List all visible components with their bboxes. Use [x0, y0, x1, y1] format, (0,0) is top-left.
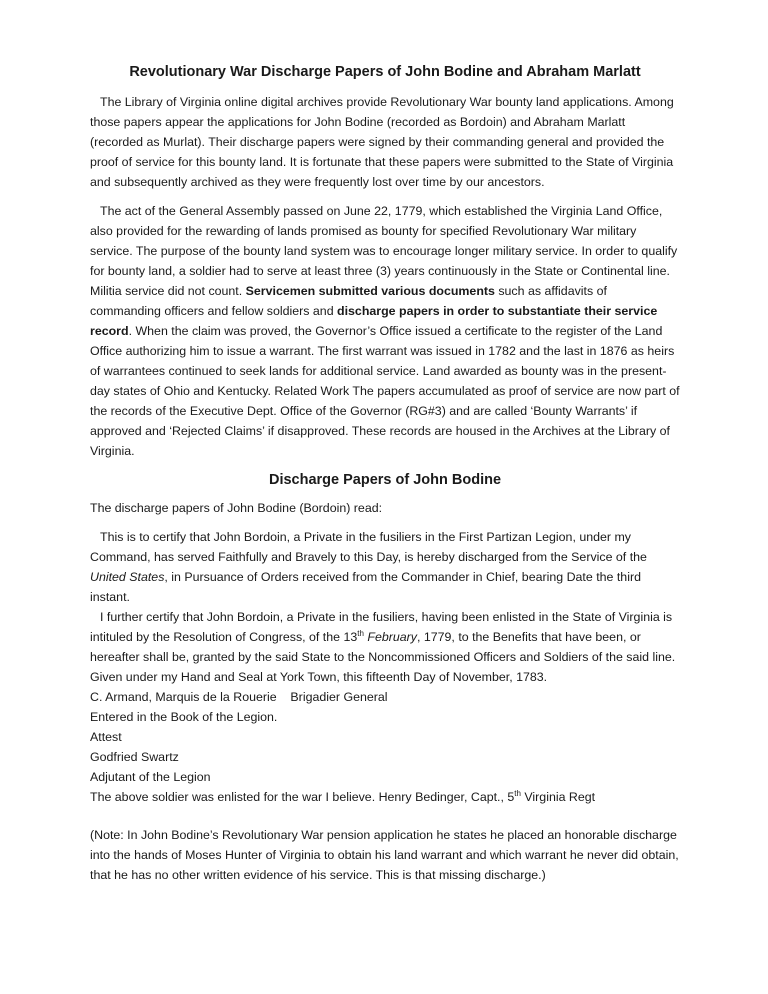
cert-p1-text-a: This is to certify that John Bordoin, a Private in the fusiliers in the First Partizan Legion, under my Command, has served Faithfully and Bravely to this Day, is hereby discharged from the Service of the: [90, 530, 647, 564]
section-heading: Discharge Papers of John Bodine: [268, 472, 502, 488]
final-text-b: Virginia Regt: [520, 790, 596, 804]
certificate-paragraph-1: [90, 527, 680, 607]
adjutant-name: Godfried Swartz: [90, 750, 179, 764]
cert-p2-text-c: , 1779, to the Benefits that have been, or hereafter shall be, granted by the said State to the Noncommissioned Officers and Soldiers of the said line.: [90, 630, 676, 664]
signer-line: [90, 687, 680, 707]
cert-p2-italic: February: [367, 630, 417, 644]
cert-p1-italic: United States: [90, 570, 165, 584]
cert-p1-text-c: , in Pursuance of Orders received from the Commander in Chief, bearing Date the third instant.: [90, 570, 641, 604]
document-page: [90, 62, 680, 885]
intro-paragraph-1: The Library of Virginia online digital archives provide Revolutionary War bounty land applications. Among those papers appear the applications for John Bodine (recorded as Bordoin) and Abraham Marlatt (recorded as Murlat). Their discharge papers were signed by their commanding general and provided the proof of service for this bounty land. It is fortunate that these papers were submitted to the State of Virginia and subsequently archived as they were frequently lost over time by our ancestors.: [90, 95, 674, 189]
intro-p2-text-a: The act of the General Assembly passed on June 22, 1779, which established the Virginia Land Office, also provided for the rewarding of lands promised as bounty for specified Revolutionary War military service. The purpose of the bounty land system was to encourage longer military service. In order to qualify for bounty land, a soldier had to serve at least three (3) years continuously in the State or Continental line. Militia service did not count.: [90, 204, 678, 298]
intro-p2-text-c: such as affidavits of commanding officers and fellow soldiers and: [90, 284, 607, 318]
signer-name: C. Armand, Marquis de la Rouerie: [90, 690, 277, 704]
intro-p2-bold-discharge: discharge papers in order to substantiate their service record: [90, 304, 658, 338]
cert-p2-sup: th: [357, 628, 364, 638]
final-line: [90, 787, 680, 807]
intro-p2-bold-documents: Servicemen submitted various documents: [245, 284, 495, 298]
entered-line: Entered in the Book of the Legion.: [90, 710, 278, 724]
given-line: Given under my Hand and Seal at York Town, this fifteenth Day of November, 1783.: [90, 670, 548, 684]
attest-line: Attest: [90, 730, 122, 744]
note-paragraph: (Note: In John Bodine’s Revolutionary War pension application he states he placed an honorable discharge into the hands of Moses Hunter of Virginia to obtain his land warrant and which warrant he never did obtain, that he has no other written evidence of his service. This is that missing discharge.): [90, 828, 679, 882]
signer-rank: Brigadier General: [290, 690, 388, 704]
final-sup: th: [514, 788, 521, 798]
page-title: Revolutionary War Discharge Papers of John Bodine and Abraham Marlatt: [129, 64, 641, 80]
discharge-intro: The discharge papers of John Bodine (Bordoin) read:: [90, 501, 383, 515]
adjutant-title: Adjutant of the Legion: [90, 770, 211, 784]
certificate-paragraph-2: [90, 607, 680, 667]
cert-p2-text-a: I further certify that John Bordoin, a Private in the fusiliers, having been enlisted in the State of Virginia is intituled by the Resolution of Congress, of the 13: [90, 610, 673, 644]
intro-p2-text-e: . When the claim was proved, the Governor’s Office issued a certificate to the register of the Land Office authorizing him to issue a warrant. The first warrant was issued in 1782 and the last in 1876 as heirs of warrantees continued to seek lands for additional service. Land awarded as bounty was in the present-day states of Ohio and Kentucky. Related Work The papers accumulated as proof of service are now part of the records of the Executive Dept. Office of the Governor (RG#3) and are called ‘Bounty Warrants’ if approved and ‘Rejected Claims’ if disapproved. These records are housed in the Archives at the Library of Virginia.: [90, 324, 680, 458]
intro-paragraph-2: [90, 201, 680, 461]
final-text-a: The above soldier was enlisted for the war I believe. Henry Bedinger, Capt., 5: [90, 790, 515, 804]
